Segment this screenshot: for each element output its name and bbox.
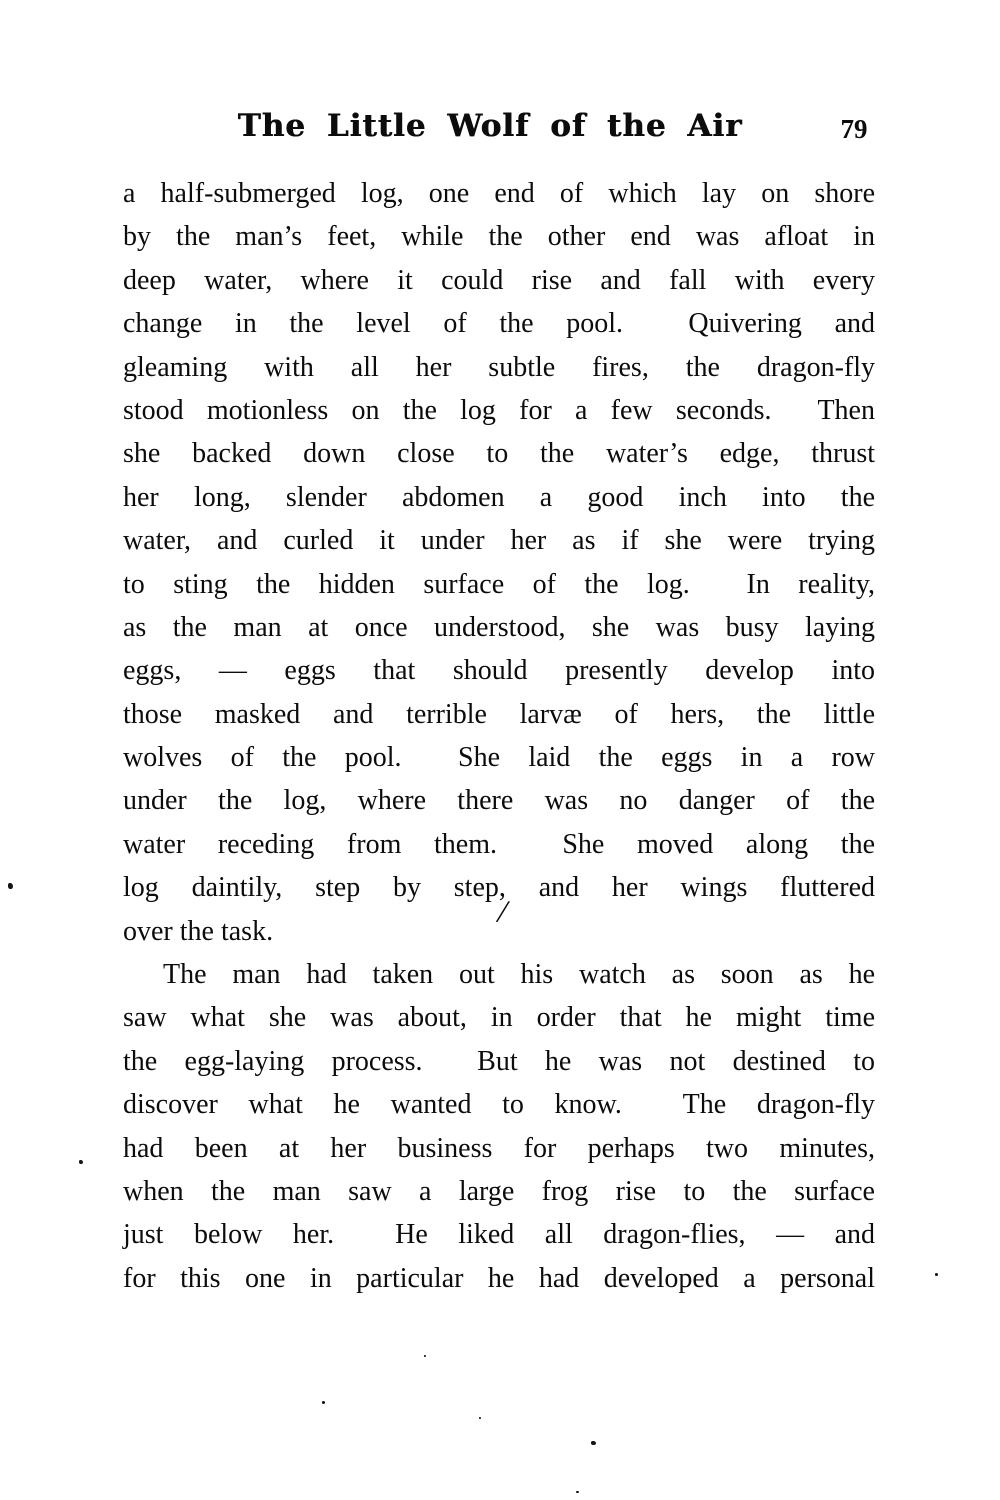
- text-line: over the task.: [123, 915, 274, 947]
- text-line: by the man’s feet, while the other end was afloat in: [123, 221, 875, 253]
- text-line: gleaming with all her subtle fires, the dragon-fly: [123, 351, 875, 383]
- text-line: water receding from them. She moved along the: [123, 828, 875, 860]
- scan-speck: [935, 1273, 938, 1276]
- scan-speck: [322, 1401, 325, 1404]
- text-line: The man had taken out his watch as soon as he: [163, 959, 875, 991]
- text-line: water, and curled it under her as if she were trying: [123, 525, 875, 557]
- text-line: her long, slender abdomen a good inch into the: [123, 481, 875, 513]
- text-line: wolves of the pool. She laid the eggs in a row: [123, 742, 875, 774]
- scan-speck: [576, 1491, 579, 1493]
- scan-speck: [8, 883, 13, 889]
- text-line: just below her. He liked all dragon-flies, — and: [123, 1219, 875, 1251]
- text-line: log daintily, step by step, and her wings fluttered: [123, 872, 875, 904]
- text-line: stood motionless on the log for a few seconds. Then: [123, 394, 875, 426]
- text-line: a half-submerged log, one end of which lay on shore: [123, 178, 875, 209]
- text-line: deep water, where it could rise and fall with every: [123, 264, 875, 296]
- text-line: change in the level of the pool. Quivering and: [123, 308, 875, 340]
- body-text: [123, 172, 875, 1300]
- text-line: for this one in particular he had developed a personal: [123, 1262, 875, 1294]
- text-line: eggs, — eggs that should presently develop into: [123, 655, 875, 687]
- stray-mark: /: [496, 892, 509, 930]
- scan-speck: [79, 1160, 83, 1164]
- scan-speck: [591, 1441, 596, 1445]
- text-line: saw what she was about, in order that he might time: [123, 1002, 875, 1034]
- scan-speck: [424, 1355, 426, 1357]
- text-line: as the man at once understood, she was busy laying: [123, 611, 875, 643]
- text-line: to sting the hidden surface of the log. In reality,: [123, 568, 875, 600]
- text-line: had been at her business for perhaps two minutes,: [123, 1132, 875, 1164]
- text-line: discover what he wanted to know. The dragon-fly: [123, 1089, 875, 1121]
- text-line: the egg-laying process. But he was not destined to: [123, 1045, 875, 1077]
- scan-speck: [479, 1417, 481, 1419]
- text-line: those masked and terrible larvæ of hers, the little: [123, 698, 875, 730]
- text-line: when the man saw a large frog rise to the surface: [123, 1175, 875, 1207]
- text-line: under the log, where there was no danger of the: [123, 785, 875, 817]
- page-number: 79: [840, 114, 868, 144]
- running-title: The Little Wolf of the Air: [237, 108, 743, 144]
- text-line: she backed down close to the water’s edge, thrust: [123, 438, 875, 470]
